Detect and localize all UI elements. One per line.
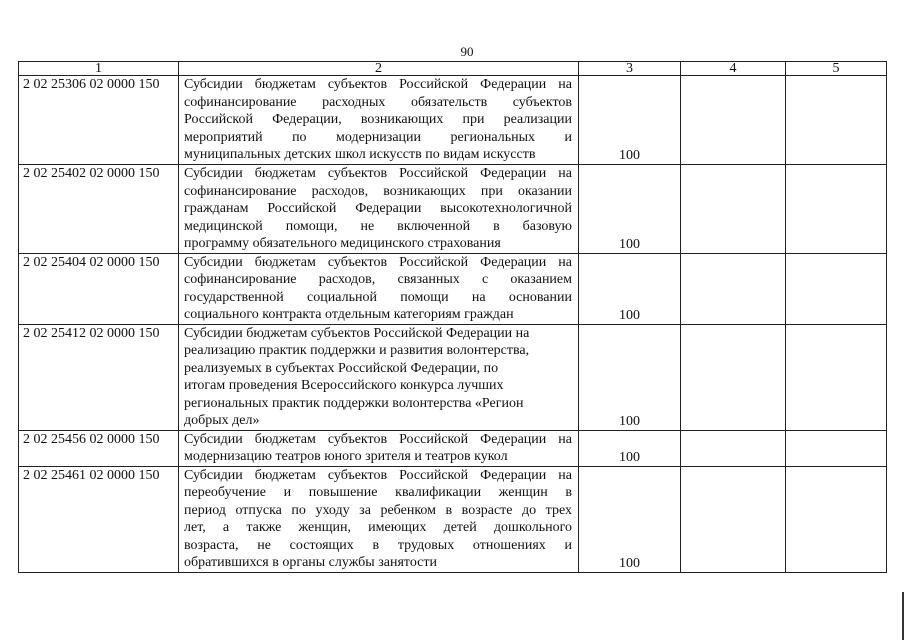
table-row (19, 430, 887, 466)
description-line: Субсидии бюджетам субъектов Российской Федерации на (184, 77, 572, 92)
amount-col-5 (786, 76, 887, 165)
budget-code: 2 02 25456 02 0000 150 (19, 430, 179, 466)
amount-col-5 (786, 165, 887, 254)
description-line: период отпуска по уходу за ребенком в возрасте до трех (184, 502, 572, 518)
description-line: социального контракта отдельным категориям граждан (184, 307, 514, 322)
description (179, 76, 579, 165)
description-line: софинансирование расходов, возникающих при оказании (184, 183, 572, 199)
budget-code: 2 02 25402 02 0000 150 (19, 165, 179, 254)
description-line: лет, а также женщин, имеющих детей дошкольного (184, 520, 572, 535)
header-col-3: 3 (579, 62, 681, 76)
description-line: Российской Федерации, возникающих при реализации (184, 112, 572, 127)
description-line: Субсидии бюджетам субъектов Российской Федерации на (184, 325, 530, 341)
budget-code: 2 02 25306 02 0000 150 (19, 76, 179, 165)
amount-col-3: 100 (579, 76, 681, 165)
description-line: реализацию практик поддержки и развития волонтерства, (184, 343, 530, 358)
description-line: добрых дел» (184, 413, 260, 428)
description (179, 430, 579, 466)
amount-col-5 (786, 324, 887, 430)
budget-code: 2 02 25412 02 0000 150 (19, 324, 179, 430)
description-line: медицинской помощи, не включенной в базовую (184, 218, 572, 234)
header-col-1: 1 (19, 62, 179, 76)
description-line: обратившихся в органы службы занятости (184, 555, 437, 570)
header-col-5: 5 (786, 62, 887, 76)
amount-col-5 (786, 430, 887, 466)
description-line: государственной социальной помощи на основании (184, 289, 572, 305)
amount-col-3: 100 (579, 253, 681, 324)
amount-col-4 (681, 165, 786, 254)
amount-col-3: 100 (579, 466, 681, 572)
table-row (19, 165, 887, 254)
description-line: муниципальных детских школ искусств по видам искусств (184, 147, 536, 162)
description-line: Субсидии бюджетам субъектов Российской Федерации на (184, 166, 572, 181)
header-col-4: 4 (681, 62, 786, 76)
description (179, 324, 579, 430)
description-line: мероприятий по модернизации региональных и (184, 129, 572, 145)
description-line: итогам проведения Всероссийского конкурса лучших (184, 378, 504, 393)
amount-col-5 (786, 466, 887, 572)
amount-col-4 (681, 466, 786, 572)
header-col-2: 2 (179, 62, 579, 76)
amount-col-3: 100 (579, 430, 681, 466)
budget-code: 2 02 25461 02 0000 150 (19, 466, 179, 572)
budget-table (18, 61, 887, 573)
description (179, 165, 579, 254)
amount-col-4 (681, 430, 786, 466)
table-header (19, 62, 887, 76)
table-row (19, 76, 887, 165)
description-line: переобучение и повышение квалификации женщин в (184, 485, 572, 500)
amount-col-4 (681, 324, 786, 430)
description-line: софинансирование расходных обязательств субъектов (184, 94, 572, 110)
description (179, 253, 579, 324)
description-line: софинансирование расходов, связанных с оказанием (184, 272, 572, 287)
amount-col-3: 100 (579, 324, 681, 430)
description-line: Субсидии бюджетам субъектов Российской Федерации на (184, 431, 572, 447)
description-line: программу обязательного медицинского страхования (184, 236, 501, 251)
amount-col-4 (681, 253, 786, 324)
table-row (19, 253, 887, 324)
amount-col-5 (786, 253, 887, 324)
description-line: возраста, не состоящих в трудовых отношениях и (184, 537, 572, 553)
description-line: модернизацию театров юного зрителя и театров кукол (184, 449, 508, 464)
description (179, 466, 579, 572)
description-line: гражданам Российской Федерации высокотехнологичной (184, 201, 572, 216)
budget-code: 2 02 25404 02 0000 150 (19, 253, 179, 324)
description-line: региональных практик поддержки волонтерства «Регион (184, 395, 524, 411)
description-line: реализуемых в субъектах Российской Федерации, по (184, 360, 499, 376)
scan-artifact (902, 592, 904, 640)
amount-col-3: 100 (579, 165, 681, 254)
table-row (19, 324, 887, 430)
description-line: Субсидии бюджетам субъектов Российской Федерации на (184, 254, 572, 270)
table-row (19, 466, 887, 572)
amount-col-4 (681, 76, 786, 165)
description-line: Субсидии бюджетам субъектов Российской Федерации на (184, 467, 572, 483)
page-number: 90 (460, 44, 474, 59)
